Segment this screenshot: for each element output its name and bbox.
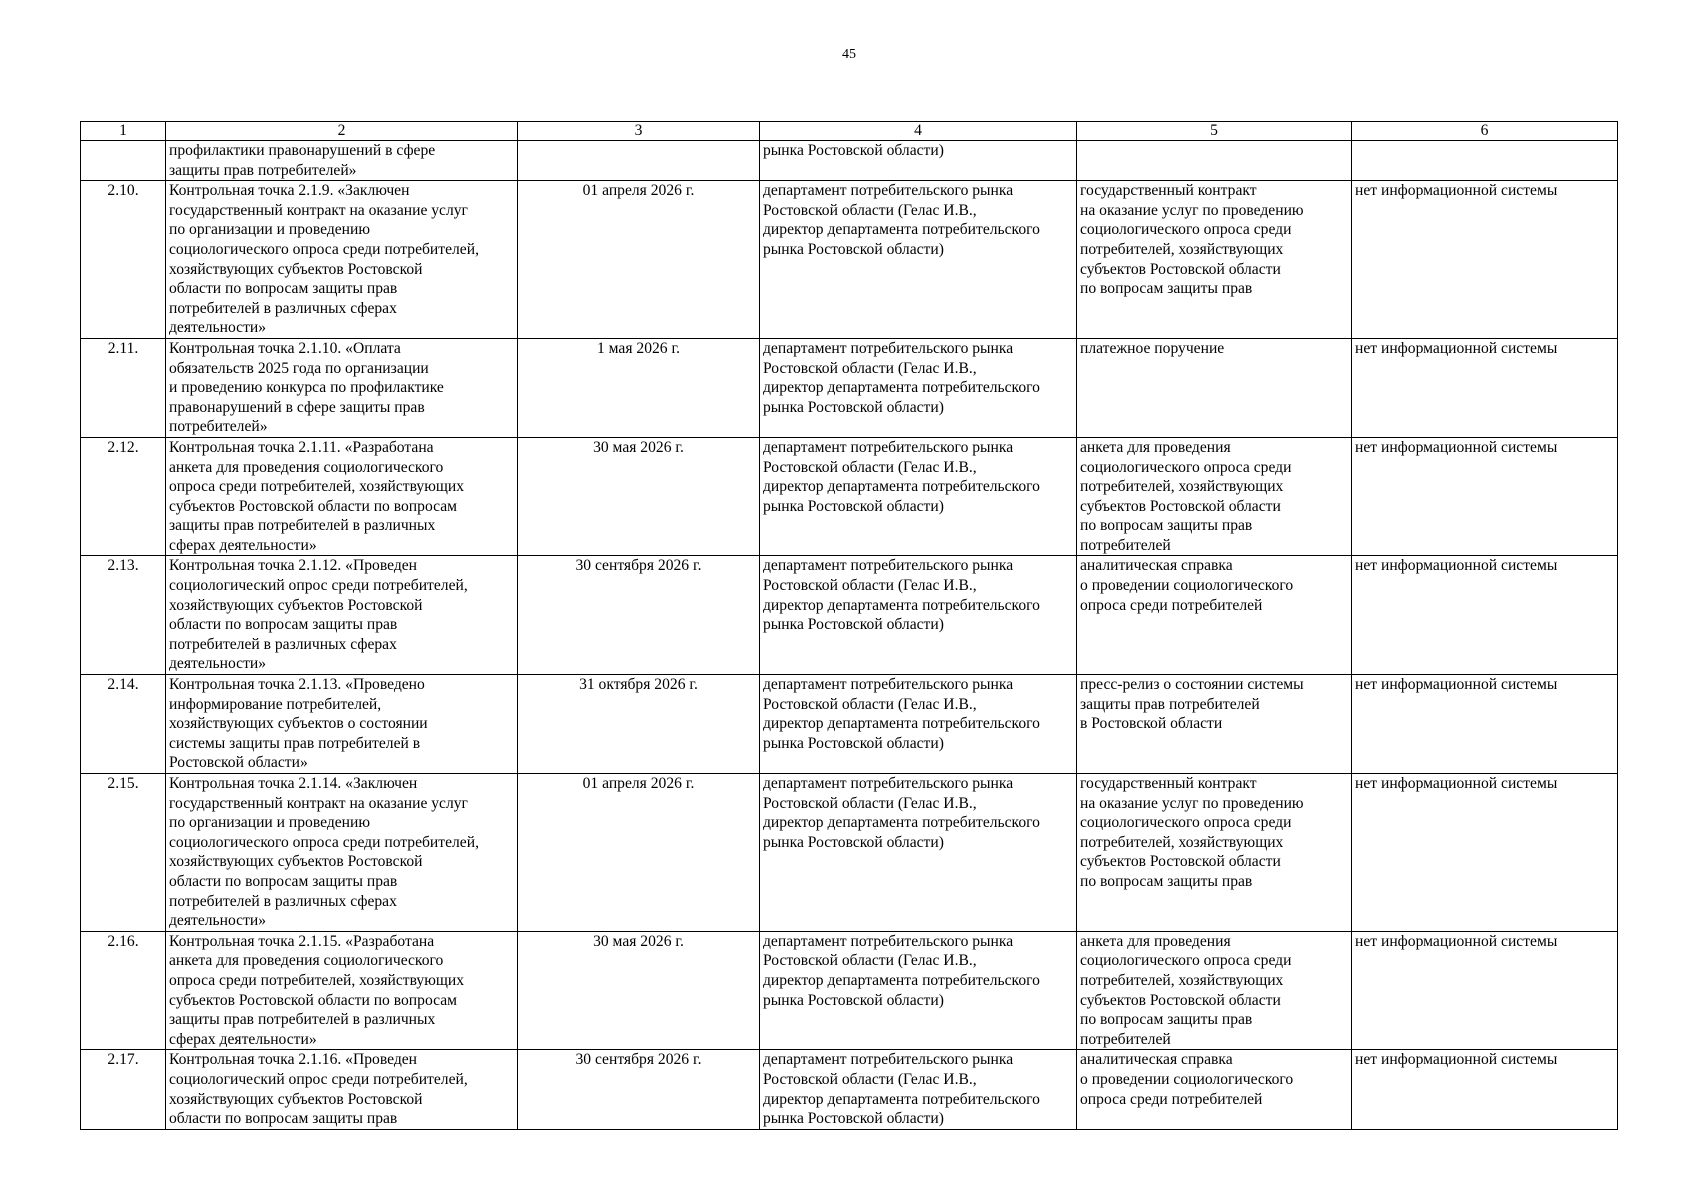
event-cell-line: Контрольная точка 2.1.12. «Проведен: [169, 557, 418, 575]
event-cell-line: хозяйствующих субъектов Ростовской: [169, 853, 423, 871]
document-cell-line: по вопросам защиты прав: [1080, 280, 1253, 298]
event-cell-line: хозяйствующих субъектов Ростовской: [169, 1090, 423, 1108]
event-cell-line: по организации и проведению: [169, 814, 371, 832]
responsible-cell: [760, 774, 1077, 932]
document-cell-line: по вопросам защиты прав: [1080, 872, 1253, 890]
responsible-cell-line: рынка Ростовской области): [763, 240, 944, 258]
information-system-cell: нет информационной системы: [1352, 774, 1618, 932]
event-cell-line: обязательств 2025 года по организации: [169, 359, 429, 377]
plan-table-body: [81, 141, 1618, 1130]
event-cell-line: хозяйствующих субъектов о состоянии: [169, 715, 428, 733]
event-cell-line: области по вопросам защиты прав: [169, 616, 398, 634]
event-cell: [166, 931, 518, 1050]
column-number-row: [81, 122, 1618, 141]
responsible-cell-line: Ростовской области (Гелас И.В.,: [763, 794, 977, 812]
responsible-cell-line: Ростовской области (Гелас И.В.,: [763, 458, 977, 476]
deadline-cell: 30 сентября 2026 г.: [518, 556, 760, 675]
event-cell: [166, 774, 518, 932]
event-cell: [166, 675, 518, 774]
document-cell-line: потребителей, хозяйствующих: [1080, 240, 1284, 258]
document-cell-line: субъектов Ростовской области: [1080, 497, 1281, 515]
deadline-cell: 31 октября 2026 г.: [518, 675, 760, 774]
information-system-cell: нет информационной системы: [1352, 675, 1618, 774]
responsible-cell-line: директор департамента потребительского: [763, 715, 1040, 733]
table-row: [81, 141, 1618, 181]
event-cell-line: хозяйствующих субъектов Ростовской: [169, 260, 423, 278]
event-cell-line: социологического опроса среди потребителей,: [169, 833, 479, 851]
document-cell-line: платежное поручение: [1080, 339, 1225, 357]
document-cell-line: пресс-релиз о состоянии системы: [1080, 676, 1304, 694]
table-row: [81, 437, 1618, 556]
event-cell-line: Контрольная точка 2.1.16. «Проведен: [169, 1051, 418, 1069]
document-cell-line: потребителей: [1080, 1030, 1171, 1048]
event-cell-line: потребителей в различных сферах: [169, 635, 397, 653]
table-row: [81, 675, 1618, 774]
information-system-cell: нет информационной системы: [1352, 931, 1618, 1050]
event-cell-line: правонарушений в сфере защиты прав: [169, 398, 425, 416]
event-cell-line: Контрольная точка 2.1.15. «Разработана: [169, 932, 435, 950]
document-cell-line: аналитическая справка: [1080, 1051, 1233, 1069]
responsible-cell: [760, 437, 1077, 556]
responsible-cell-line: Ростовской области (Гелас И.В.,: [763, 201, 977, 219]
table-row: [81, 338, 1618, 437]
responsible-cell-line: Ростовской области (Гелас И.В.,: [763, 952, 977, 970]
information-system-cell: нет информационной системы: [1352, 437, 1618, 556]
event-cell-line: социологический опрос среди потребителей,: [169, 577, 468, 595]
document-cell-line: субъектов Ростовской области: [1080, 853, 1281, 871]
deadline-cell: 01 апреля 2026 г.: [518, 181, 760, 339]
document-cell-line: на оказание услуг по проведению: [1080, 201, 1304, 219]
responsible-cell-line: департамент потребительского рынка: [763, 932, 1014, 950]
document-cell-line: на оказание услуг по проведению: [1080, 794, 1304, 812]
row-number-cell: 2.16.: [81, 931, 166, 1050]
event-cell-line: области по вопросам защиты прав: [169, 280, 398, 298]
column-header: 2: [166, 122, 518, 141]
table-row: [81, 1050, 1618, 1129]
document-cell-line: государственный контракт: [1080, 182, 1257, 200]
responsible-cell-line: департамент потребительского рынка: [763, 339, 1014, 357]
column-header: 6: [1352, 122, 1618, 141]
document-cell-line: социологического опроса среди: [1080, 221, 1292, 239]
event-cell: [166, 181, 518, 339]
document-cell: [1077, 141, 1352, 181]
document-cell-line: опроса среди потребителей: [1080, 1090, 1263, 1108]
responsible-cell-line: рынка Ростовской области): [763, 616, 944, 634]
event-cell-line: области по вопросам защиты прав: [169, 872, 398, 890]
page-number: 45: [842, 47, 856, 62]
information-system-cell: нет информационной системы: [1352, 1050, 1618, 1129]
column-header: 1: [81, 122, 166, 141]
responsible-cell-line: рынка Ростовской области): [763, 142, 944, 159]
document-cell-line: социологического опроса среди: [1080, 952, 1292, 970]
responsible-cell-line: Ростовской области (Гелас И.В.,: [763, 1070, 977, 1088]
event-cell-line: деятельности»: [169, 655, 267, 673]
row-number-cell: 2.15.: [81, 774, 166, 932]
responsible-cell-line: департамент потребительского рынка: [763, 676, 1014, 694]
document-cell-line: о проведении социологического: [1080, 1070, 1294, 1088]
responsible-cell: [760, 675, 1077, 774]
deadline-cell: 30 мая 2026 г.: [518, 437, 760, 556]
event-cell-line: потребителей в различных сферах: [169, 892, 397, 910]
information-system-cell: [1352, 141, 1618, 181]
event-cell-line: анкета для проведения социологического: [169, 458, 444, 476]
event-cell-line: защиты прав потребителей»: [169, 161, 357, 179]
event-cell-line: хозяйствующих субъектов Ростовской: [169, 596, 423, 614]
document-cell: [1077, 338, 1352, 437]
event-cell: [166, 338, 518, 437]
deadline-cell: 1 мая 2026 г.: [518, 338, 760, 437]
event-cell: [166, 1050, 518, 1129]
responsible-cell: [760, 338, 1077, 437]
document-cell: [1077, 1050, 1352, 1129]
event-cell-line: информирование потребителей,: [169, 695, 382, 713]
document-cell-line: опроса среди потребителей: [1080, 596, 1263, 614]
responsible-cell-line: рынка Ростовской области): [763, 398, 944, 416]
event-cell-line: Ростовской области»: [169, 754, 308, 772]
responsible-cell-line: рынка Ростовской области): [763, 1110, 944, 1128]
document-cell-line: по вопросам защиты прав: [1080, 1011, 1253, 1029]
event-cell-line: опроса среди потребителей, хозяйствующих: [169, 971, 465, 989]
event-cell: [166, 141, 518, 181]
row-number-cell: 2.11.: [81, 338, 166, 437]
event-cell-line: социологического опроса среди потребителей,: [169, 240, 479, 258]
information-system-cell: нет информационной системы: [1352, 338, 1618, 437]
row-number-cell: [81, 141, 166, 181]
document-cell-line: по вопросам защиты прав: [1080, 517, 1253, 535]
responsible-cell: [760, 141, 1077, 181]
document-cell-line: субъектов Ростовской области: [1080, 260, 1281, 278]
document-cell-line: потребителей, хозяйствующих: [1080, 971, 1284, 989]
event-cell-line: области по вопросам защиты прав: [169, 1110, 398, 1128]
event-cell-line: государственный контракт на оказание услуг: [169, 794, 468, 812]
event-cell-line: по организации и проведению: [169, 221, 371, 239]
document-cell-line: государственный контракт: [1080, 775, 1257, 792]
responsible-cell: [760, 181, 1077, 339]
event-cell-line: деятельности»: [169, 912, 267, 930]
responsible-cell: [760, 931, 1077, 1050]
responsible-cell-line: рынка Ростовской области): [763, 734, 944, 752]
plan-table: [80, 121, 1618, 1130]
responsible-cell: [760, 1050, 1077, 1129]
event-cell-line: Контрольная точка 2.1.14. «Заключен: [169, 775, 418, 792]
event-cell-line: защиты прав потребителей в различных: [169, 517, 436, 535]
table-row: [81, 774, 1618, 932]
responsible-cell-line: Ростовской области (Гелас И.В.,: [763, 359, 977, 377]
responsible-cell-line: директор департамента потребительского: [763, 596, 1040, 614]
document-cell-line: потребителей, хозяйствующих: [1080, 833, 1284, 851]
document-cell-line: социологического опроса среди: [1080, 458, 1292, 476]
row-number-cell: 2.12.: [81, 437, 166, 556]
deadline-cell: [518, 141, 760, 181]
event-cell-line: защиты прав потребителей в различных: [169, 1011, 436, 1029]
document-cell-line: о проведении социологического: [1080, 577, 1294, 595]
event-cell: [166, 437, 518, 556]
document-cell-line: в Ростовской области: [1080, 715, 1223, 733]
table-row: [81, 931, 1618, 1050]
event-cell-line: сферах деятельности»: [169, 1030, 317, 1048]
responsible-cell-line: департамент потребительского рынка: [763, 557, 1014, 575]
document-cell-line: аналитическая справка: [1080, 557, 1233, 575]
responsible-cell-line: рынка Ростовской области): [763, 833, 944, 851]
event-cell-line: деятельности»: [169, 319, 267, 337]
responsible-cell-line: Ростовской области (Гелас И.В.,: [763, 577, 977, 595]
column-header: 5: [1077, 122, 1352, 141]
document-cell-line: потребителей, хозяйствующих: [1080, 478, 1284, 496]
information-system-cell: нет информационной системы: [1352, 181, 1618, 339]
responsible-cell: [760, 556, 1077, 675]
event-cell-line: Контрольная точка 2.1.11. «Разработана: [169, 438, 434, 456]
event-cell-line: профилактики правонарушений в сфере: [169, 142, 436, 159]
responsible-cell-line: департамент потребительского рынка: [763, 1051, 1014, 1069]
event-cell-line: Контрольная точка 2.1.10. «Оплата: [169, 339, 401, 357]
responsible-cell-line: директор департамента потребительского: [763, 814, 1040, 832]
responsible-cell-line: директор департамента потребительского: [763, 379, 1040, 397]
responsible-cell-line: департамент потребительского рынка: [763, 775, 1014, 792]
event-cell-line: и проведению конкурса по профилактике: [169, 379, 444, 397]
responsible-cell-line: рынка Ростовской области): [763, 991, 944, 1009]
row-number-cell: 2.10.: [81, 181, 166, 339]
responsible-cell-line: директор департамента потребительского: [763, 1090, 1040, 1108]
responsible-cell-line: департамент потребительского рынка: [763, 438, 1014, 456]
event-cell-line: Контрольная точка 2.1.9. «Заключен: [169, 182, 410, 200]
responsible-cell-line: Ростовской области (Гелас И.В.,: [763, 695, 977, 713]
document-cell-line: социологического опроса среди: [1080, 814, 1292, 832]
information-system-cell: нет информационной системы: [1352, 556, 1618, 675]
document-cell: [1077, 437, 1352, 556]
deadline-cell: 30 мая 2026 г.: [518, 931, 760, 1050]
row-number-cell: 2.13.: [81, 556, 166, 675]
event-cell-line: Контрольная точка 2.1.13. «Проведено: [169, 676, 425, 694]
event-cell-line: государственный контракт на оказание услуг: [169, 201, 468, 219]
document-cell: [1077, 181, 1352, 339]
event-cell: [166, 556, 518, 675]
event-cell-line: системы защиты прав потребителей в: [169, 734, 421, 752]
event-cell-line: социологический опрос среди потребителей,: [169, 1070, 468, 1088]
document-cell-line: субъектов Ростовской области: [1080, 991, 1281, 1009]
deadline-cell: 01 апреля 2026 г.: [518, 774, 760, 932]
event-cell-line: анкета для проведения социологического: [169, 952, 444, 970]
document-cell-line: защиты прав потребителей: [1080, 695, 1260, 713]
event-cell-line: субъектов Ростовской области по вопросам: [169, 497, 458, 515]
responsible-cell-line: рынка Ростовской области): [763, 497, 944, 515]
event-cell-line: опроса среди потребителей, хозяйствующих: [169, 478, 465, 496]
document-cell-line: анкета для проведения: [1080, 932, 1231, 950]
document-cell-line: потребителей: [1080, 536, 1171, 554]
document-cell: [1077, 675, 1352, 774]
event-cell-line: потребителей в различных сферах: [169, 299, 397, 317]
event-cell-line: субъектов Ростовской области по вопросам: [169, 991, 458, 1009]
column-header: 4: [760, 122, 1077, 141]
table-row: [81, 556, 1618, 675]
responsible-cell-line: директор департамента потребительского: [763, 478, 1040, 496]
document-cell: [1077, 556, 1352, 675]
document-cell: [1077, 931, 1352, 1050]
responsible-cell-line: директор департамента потребительского: [763, 971, 1040, 989]
event-cell-line: сферах деятельности»: [169, 536, 317, 554]
row-number-cell: 2.14.: [81, 675, 166, 774]
row-number-cell: 2.17.: [81, 1050, 166, 1129]
document-cell-line: анкета для проведения: [1080, 438, 1231, 456]
responsible-cell-line: департамент потребительского рынка: [763, 182, 1014, 200]
event-cell-line: потребителей»: [169, 418, 268, 436]
column-header: 3: [518, 122, 760, 141]
table-row: [81, 181, 1618, 339]
document-cell: [1077, 774, 1352, 932]
responsible-cell-line: директор департамента потребительского: [763, 221, 1040, 239]
deadline-cell: 30 сентября 2026 г.: [518, 1050, 760, 1129]
